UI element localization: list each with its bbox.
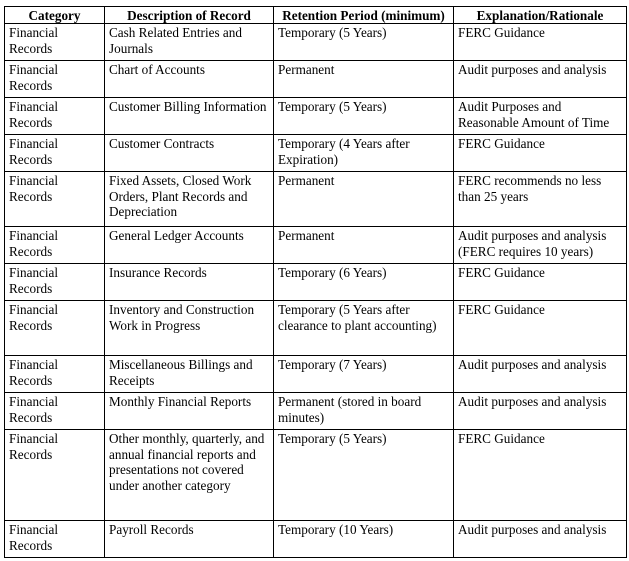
cell-rationale: Audit purposes and analysis: [454, 393, 627, 430]
cell-category: Financial Records: [5, 24, 105, 61]
cell-category: Financial Records: [5, 521, 105, 558]
cell-description: Cash Related Entries and Journals: [105, 24, 274, 61]
table-row: [5, 135, 627, 172]
cell-retention: Temporary (10 Years): [274, 521, 454, 558]
table-row: [5, 356, 627, 393]
cell-category: Financial Records: [5, 135, 105, 172]
cell-rationale: Audit purposes and analysis: [454, 521, 627, 558]
cell-category: Financial Records: [5, 430, 105, 521]
cell-retention: Permanent: [274, 172, 454, 227]
table-row: [5, 98, 627, 135]
column-header-retention: Retention Period (minimum): [274, 7, 454, 24]
cell-category: Financial Records: [5, 356, 105, 393]
cell-retention: Temporary (6 Years): [274, 264, 454, 301]
cell-description: Insurance Records: [105, 264, 274, 301]
cell-rationale: FERC Guidance: [454, 264, 627, 301]
cell-description: Fixed Assets, Closed Work Orders, Plant Records and Depreciation: [105, 172, 274, 227]
table-row: [5, 393, 627, 430]
cell-category: Financial Records: [5, 61, 105, 98]
cell-rationale: FERC recommends no less than 25 years: [454, 172, 627, 227]
cell-description: Miscellaneous Billings and Receipts: [105, 356, 274, 393]
column-header-description: Description of Record: [105, 7, 274, 24]
table-row: [5, 301, 627, 356]
cell-rationale: FERC Guidance: [454, 24, 627, 61]
cell-category: Financial Records: [5, 301, 105, 356]
cell-category: Financial Records: [5, 264, 105, 301]
cell-description: Payroll Records: [105, 521, 274, 558]
cell-rationale: FERC Guidance: [454, 301, 627, 356]
cell-retention: Temporary (5 Years): [274, 98, 454, 135]
cell-rationale: Audit purposes and analysis (FERC requires 10 years): [454, 227, 627, 264]
table-row: [5, 227, 627, 264]
cell-retention: Temporary (5 Years): [274, 24, 454, 61]
cell-retention: Permanent (stored in board minutes): [274, 393, 454, 430]
cell-retention: Permanent: [274, 227, 454, 264]
table-row: [5, 521, 627, 558]
cell-category: Financial Records: [5, 98, 105, 135]
table-header-row: [5, 7, 627, 24]
table-row: [5, 430, 627, 521]
cell-rationale: Audit Purposes and Reasonable Amount of Time: [454, 98, 627, 135]
cell-description: Monthly Financial Reports: [105, 393, 274, 430]
column-header-category: Category: [5, 7, 105, 24]
cell-retention: Temporary (5 Years after clearance to plant accounting): [274, 301, 454, 356]
cell-description: Customer Billing Information: [105, 98, 274, 135]
cell-category: Financial Records: [5, 393, 105, 430]
cell-retention: Temporary (4 Years after Expiration): [274, 135, 454, 172]
cell-description: Chart of Accounts: [105, 61, 274, 98]
cell-description: Customer Contracts: [105, 135, 274, 172]
cell-category: Financial Records: [5, 227, 105, 264]
cell-rationale: FERC Guidance: [454, 135, 627, 172]
column-header-rationale: Explanation/Rationale: [454, 7, 627, 24]
cell-description: Inventory and Construction Work in Progress: [105, 301, 274, 356]
cell-retention: Temporary (7 Years): [274, 356, 454, 393]
cell-description: General Ledger Accounts: [105, 227, 274, 264]
table-row: [5, 264, 627, 301]
table-row: [5, 61, 627, 98]
cell-rationale: FERC Guidance: [454, 430, 627, 521]
table-row: [5, 24, 627, 61]
cell-rationale: Audit purposes and analysis: [454, 61, 627, 98]
cell-retention: Permanent: [274, 61, 454, 98]
table-row: [5, 172, 627, 227]
cell-retention: Temporary (5 Years): [274, 430, 454, 521]
cell-rationale: Audit purposes and analysis: [454, 356, 627, 393]
records-retention-table: [4, 6, 627, 558]
cell-category: Financial Records: [5, 172, 105, 227]
cell-description: Other monthly, quarterly, and annual financial reports and presentations not covered under another category: [105, 430, 274, 521]
